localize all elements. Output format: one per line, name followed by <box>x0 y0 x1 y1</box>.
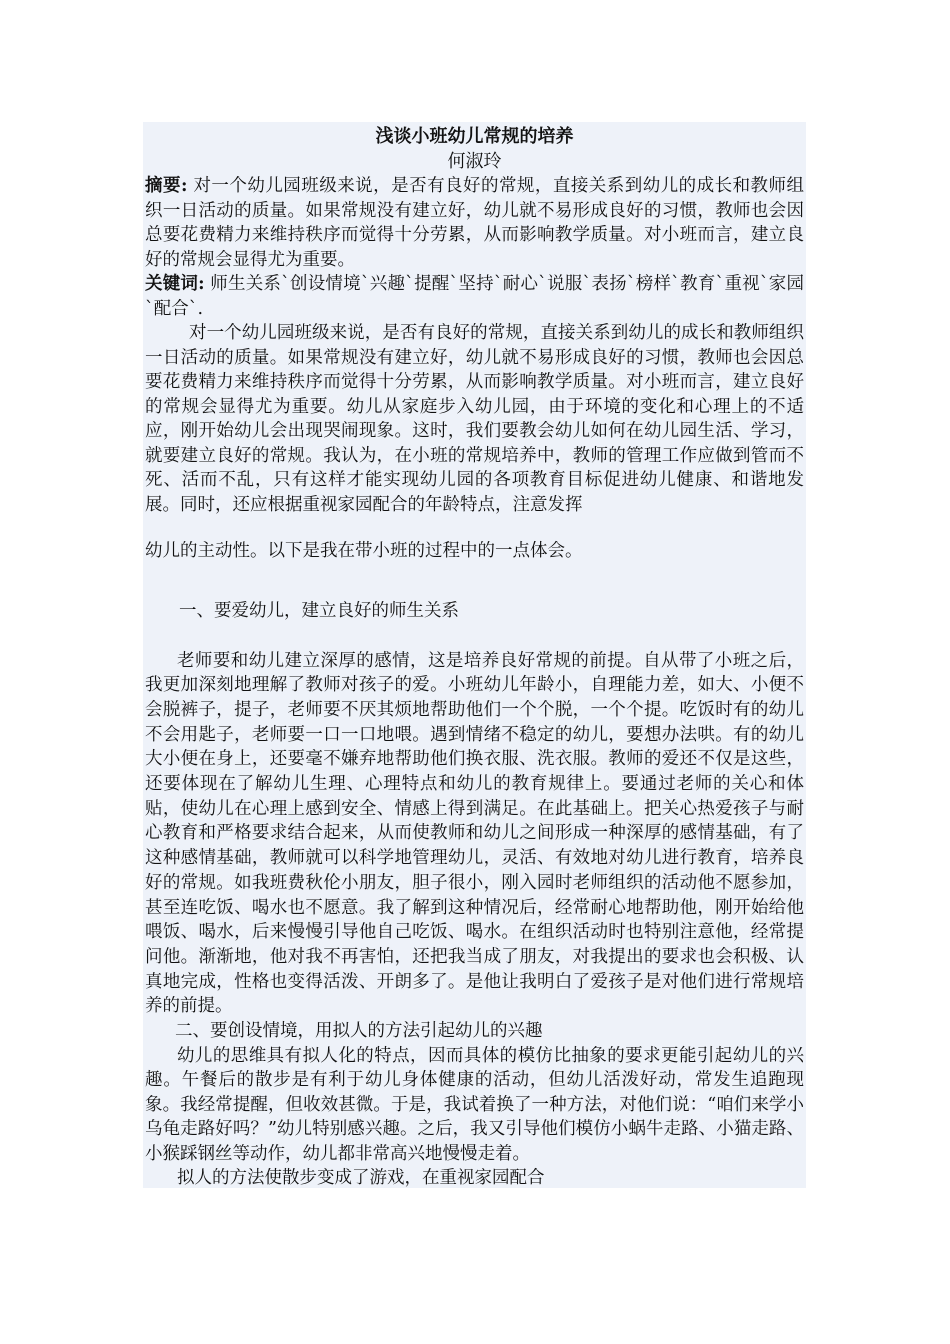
keywords-text: 师生关系`创设情境`兴趣`提醒`坚持`耐心`说服`表扬`榜样`教育`重视`家园`配合`. <box>145 274 804 319</box>
section2-paragraph-2: 拟人的方法使散步变成了游戏，在重视家园配合 <box>177 1168 545 1188</box>
section2-heading: 二、要创设情境，用拟人的方法引起幼儿的兴趣 <box>175 1021 543 1042</box>
document-content <box>143 122 806 1188</box>
keywords <box>143 272 806 321</box>
abstract-label: 摘要: <box>145 176 188 196</box>
document-author: 何淑玲 <box>447 151 502 172</box>
section1-heading: 一、要爱幼儿，建立良好的师生关系 <box>179 600 459 621</box>
section2-paragraph: 幼儿的思维具有拟人化的特点，因而具体的模仿比抽象的要求更能引起幼儿的兴趣。午餐后的散步是有利于幼儿身体健康的活动，但幼儿活泼好动，常发生追跑现象。我经常提醒，但收效甚微。于是，我试着换了一种方法，对他们说：“咱们来学小乌龟走路好吗？”幼儿特别感兴趣。之后，我又引导他们模仿小蜗牛走路、小猫走路、小猴踩钢丝等动作，幼儿都非常高兴地慢慢走着。 <box>145 1045 804 1164</box>
intro-paragraph: 对一个幼儿园班级来说，是否有良好的常规，直接关系到幼儿的成长和教师组织一日活动的质量。如果常规没有建立好，幼儿就不易形成良好的习惯，教师也会因总要花费精力来维持秩序而觉得十分劳累，从而影响教学质量。对小班而言，建立良好的常规会显得尤为重要。幼儿从家庭步入幼儿园，由于环境的变化和心理上的不适应，刚开始幼儿会出现哭闹现象。这时，我们要教会幼儿如何在幼儿园生活、学习，就要建立良好的常规。我认为，在小班的常规培养中，教师的管理工作应做到管而不死、活而不乱，只有这样才能实现幼儿园的各项教育目标促进幼儿健康、和谐地发展。同时，还应根据重视家园配合的年龄特点，注意发挥 <box>145 323 804 515</box>
abstract <box>143 174 806 272</box>
document-title: 浅谈小班幼儿常规的培养 <box>375 126 574 147</box>
section1-paragraph: 老师要和幼儿建立深厚的感情，这是培养良好常规的前提。自从带了小班之后，我更加深刻地理解了教师对孩子的爱。小班幼儿年龄小，自理能力差，如大、小便不会脱裤子，提子，老师要不厌其烦地帮助他们一个个脱，一个个提。吃饭时有的幼儿不会用匙子，老师要一口一口地喂。遇到情绪不稳定的幼儿，要想办法哄。有的幼儿大小便在身上，还要毫不嫌弃地帮助他们换衣服、洗衣服。教师的爱还不仅是这些，还要体现在了解幼儿生理、心理特点和幼儿的教育规律上。要通过老师的关心和体贴，使幼儿在心理上感到安全、情感上得到满足。在此基础上。把关心热爱孩子与耐心教育和严格要求结合起来，从而使教师和幼儿之间形成一种深厚的感情基础，有了这种感情基础，教师就可以科学地管理幼儿，灵活、有效地对幼儿进行教育，培养良好的常规。如我班费秋伦小朋友，胆子很小，刚入园时老师组织的活动他不愿参加，甚至连吃饭、喝水也不愿意。我了解到这种情况后，经常耐心地帮助他，刚开始给他喂饭、喝水，后来慢慢引导他自己吃饭、喝水。在组织活动时也特别注意他，经常提问他。渐渐地，他对我不再害怕，还把我当成了朋友，对我提出的要求也会积极、认真地完成，性格也变得活泼、开朗多了。是他让我明白了爱孩子是对他们进行常规培养的前提。 <box>145 650 804 1017</box>
keywords-label: 关键词: <box>145 274 205 294</box>
abstract-text: 对一个幼儿园班级来说，是否有良好的常规，直接关系到幼儿的成长和教师组织一日活动的质量。如果常规没有建立好，幼儿就不易形成良好的习惯，教师也会因总要花费精力来维持秩序而觉得十分劳累，从而影响教学质量。对小班而言，建立良好的常规会显得尤为重要。 <box>145 176 804 270</box>
intro-last-line: 幼儿的主动性。以下是我在带小班的过程中的一点体会。 <box>145 541 583 561</box>
